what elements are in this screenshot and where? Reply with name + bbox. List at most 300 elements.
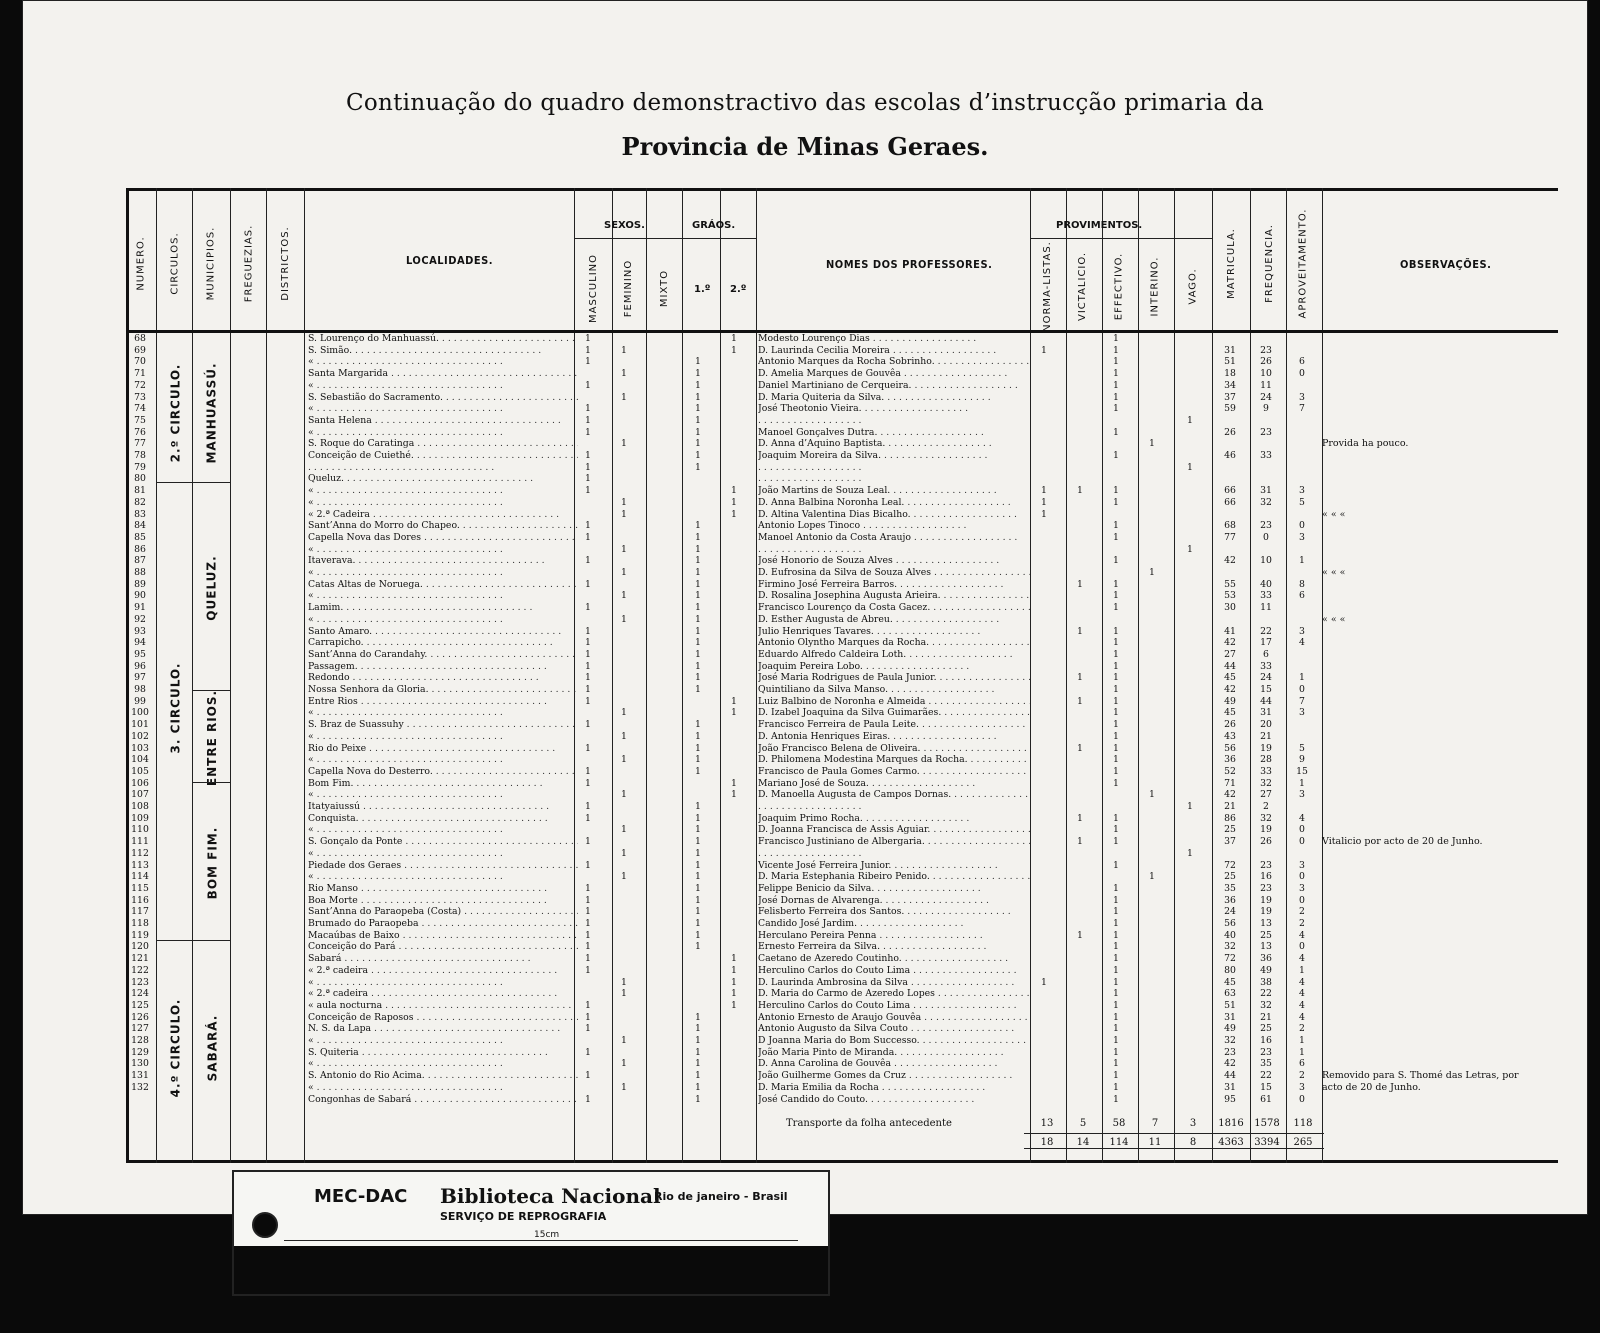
table-row — [126, 427, 1558, 438]
row-professor: Felippe Benicio da Silva. . . . — [758, 883, 1030, 894]
row-number: 121 — [131, 953, 149, 965]
row-localidade: Lamim. . . . — [308, 602, 578, 613]
table-row — [126, 1047, 1558, 1058]
row-number: 101 — [131, 719, 149, 731]
row-mark-ef: 1 — [1113, 1058, 1119, 1070]
row-aproveitamento: 1 — [1299, 1035, 1305, 1046]
row-professor: Francisco Ferreira de Paula Leite. . . . — [758, 719, 1030, 730]
row-number: 94 — [134, 637, 146, 649]
row-matricula: 45 — [1224, 672, 1236, 684]
row-mark-f: 1 — [621, 496, 627, 508]
row-frequencia: 2 — [1263, 801, 1269, 812]
library-label — [232, 1170, 830, 1296]
row-frequencia: 9 — [1263, 403, 1269, 415]
row-number: 86 — [134, 543, 146, 555]
row-matricula: 56 — [1224, 918, 1236, 929]
row-mark-g1: 1 — [695, 613, 701, 625]
row-mark-ef: 1 — [1113, 637, 1119, 649]
table-row — [126, 590, 1558, 601]
row-aproveitamento: 1 — [1299, 964, 1305, 976]
label-city: Rio de janeiro - Brasil — [654, 1190, 788, 1203]
row-matricula: 24 — [1224, 906, 1236, 918]
title-line-1: Continuação do quadro demonstractivo das escolas d’instrucção primaria da — [345, 90, 1264, 116]
row-mark-ef: 1 — [1113, 894, 1119, 906]
row-localidade: Boa Morte . . . — [308, 895, 578, 906]
punch-hole-icon — [252, 1212, 278, 1238]
table-row — [126, 918, 1558, 929]
row-professor: D. Manoella Augusta de Campos Dornas. . . . — [758, 789, 1030, 800]
row-mark-m: 1 — [585, 414, 591, 426]
table-row — [126, 544, 1558, 555]
row-matricula: 26 — [1224, 426, 1236, 438]
row-mark-ef: 1 — [1113, 906, 1119, 918]
row-mark-ef: 1 — [1113, 1035, 1119, 1046]
row-professor: Antonio Augusto da Silva Couto . . . — [758, 1023, 1030, 1034]
header-vago: VAGO. — [1187, 267, 1199, 305]
row-mark-ef: 1 — [1113, 777, 1119, 789]
row-mark-m: 1 — [585, 473, 591, 485]
row-mark-ef: 1 — [1113, 1011, 1119, 1023]
row-frequencia: 22 — [1260, 625, 1272, 637]
row-frequencia: 25 — [1260, 1023, 1272, 1035]
row-aproveitamento: 4 — [1299, 976, 1305, 988]
row-matricula: 26 — [1224, 719, 1236, 731]
row-frequencia: 0 — [1263, 531, 1269, 543]
row-mark-vt: 1 — [1077, 672, 1083, 684]
row-frequencia: 24 — [1260, 672, 1272, 684]
row-mark-m: 1 — [585, 941, 591, 953]
row-professor: D. Maria Emilia da Rocha . . . — [758, 1082, 1030, 1093]
table-row — [126, 567, 1558, 578]
row-number: 81 — [134, 485, 146, 497]
row-localidade: « . . . — [308, 544, 578, 555]
row-number: 110 — [131, 824, 149, 836]
row-mark-ef: 1 — [1113, 555, 1119, 567]
row-mark-f: 1 — [621, 613, 627, 625]
row-mark-ef: 1 — [1113, 333, 1119, 344]
table-row — [126, 485, 1558, 496]
row-number: 99 — [134, 695, 146, 707]
row-matricula: 49 — [1224, 1023, 1236, 1035]
row-mark-g1: 1 — [695, 894, 701, 906]
row-mark-ef: 1 — [1113, 754, 1119, 766]
row-mark-vg: 1 — [1187, 461, 1193, 473]
row-number: 90 — [134, 590, 146, 602]
circulo-3: 3. CIRCULO. — [168, 662, 182, 754]
row-aproveitamento: 1 — [1299, 672, 1305, 684]
row-matricula: 31 — [1224, 1011, 1236, 1023]
row-number: 77 — [134, 438, 146, 450]
header-matricula: MATRICULA. — [1225, 227, 1237, 299]
row-localidade: S. Antonio do Rio Acima. . . . — [308, 1070, 578, 1081]
row-matricula: 95 — [1224, 1093, 1236, 1105]
header-feminino: FEMININO — [623, 259, 635, 317]
row-localidade: Entre Rios . . . — [308, 696, 578, 707]
row-aproveitamento: 2 — [1299, 1023, 1305, 1035]
header-frequencia: FREQUENCIA. — [1263, 223, 1275, 303]
row-mark-g2: 1 — [731, 333, 737, 344]
row-professor: Ernesto Ferreira da Silva. . . . — [758, 941, 1030, 952]
table-row — [126, 766, 1558, 777]
row-localidade: « . . . — [308, 731, 578, 742]
row-frequencia: 10 — [1260, 555, 1272, 567]
row-aproveitamento: 6 — [1299, 1058, 1305, 1070]
row-mark-m: 1 — [585, 1070, 591, 1082]
row-mark-g1: 1 — [695, 929, 701, 941]
row-number: 89 — [134, 578, 146, 590]
row-observacao: acto de 20 de Junho. — [1322, 1081, 1421, 1093]
row-mark-g2: 1 — [731, 344, 737, 356]
row-localidade: Santa Helena . . . — [308, 415, 578, 426]
row-number: 102 — [131, 730, 149, 742]
header-vitalicio: VICTALICIO. — [1077, 251, 1089, 321]
total-matricula: 4363 — [1218, 1137, 1244, 1148]
row-frequencia: 33 — [1260, 590, 1272, 602]
row-professor: D. Anna d’Aquino Baptista. . . . — [758, 438, 1030, 449]
row-matricula: 46 — [1224, 450, 1236, 461]
row-professor: D. Izabel Joaquina da Silva Guimarães. . . . — [758, 707, 1030, 718]
row-localidade: « . . . — [308, 380, 578, 391]
row-mark-m: 1 — [585, 929, 591, 941]
row-number: 122 — [131, 964, 149, 976]
row-aproveitamento: 0 — [1299, 871, 1305, 883]
row-matricula: 42 — [1224, 1058, 1236, 1070]
row-mark-ef: 1 — [1113, 836, 1119, 848]
row-observacao: « « « — [1322, 567, 1346, 578]
row-mark-vt: 1 — [1077, 929, 1083, 941]
total-normalistas: 18 — [1040, 1137, 1054, 1148]
row-mark-g2: 1 — [731, 695, 737, 707]
row-mark-vg: 1 — [1187, 847, 1193, 859]
row-number: 131 — [131, 1070, 149, 1082]
row-matricula: 49 — [1224, 695, 1236, 707]
total-vago: 8 — [1189, 1137, 1197, 1148]
row-matricula: 72 — [1224, 953, 1236, 965]
total-interino: 11 — [1148, 1137, 1162, 1148]
row-professor: Herculano Pereira Penna . . . — [758, 930, 1030, 941]
row-matricula: 63 — [1224, 988, 1236, 1000]
row-matricula: 42 — [1224, 555, 1236, 567]
row-frequencia: 16 — [1260, 1035, 1272, 1046]
row-mark-m: 1 — [585, 684, 591, 695]
row-mark-f: 1 — [621, 754, 627, 766]
row-matricula: 25 — [1224, 871, 1236, 883]
row-matricula: 30 — [1224, 602, 1236, 614]
table-row — [126, 509, 1558, 520]
row-mark-in: 1 — [1149, 567, 1155, 578]
row-frequencia: 13 — [1260, 918, 1272, 929]
row-professor: D. Antonia Henriques Eiras. . . . — [758, 731, 1030, 742]
row-mark-g1: 1 — [695, 847, 701, 859]
row-localidade: Redondo . . . — [308, 672, 578, 683]
row-observacao: Provida ha pouco. — [1322, 438, 1409, 450]
row-mark-m: 1 — [585, 485, 591, 497]
scale-ruler — [284, 1240, 798, 1241]
row-number: 132 — [131, 1081, 149, 1093]
municipio-queluz: QUELUZ. — [205, 555, 219, 621]
row-localidade: Queluz. . . . — [308, 473, 578, 484]
row-localidade: Capella Nova das Dores . . . — [308, 532, 578, 543]
row-observacao: « « « — [1322, 508, 1346, 520]
row-professor: Herculino Carlos do Couto Lima . . . — [758, 1000, 1030, 1011]
row-mark-ef: 1 — [1113, 941, 1119, 953]
row-mark-ef: 1 — [1113, 520, 1119, 532]
table-row — [126, 1000, 1558, 1011]
row-mark-m: 1 — [585, 379, 591, 391]
row-localidade: « . . . — [308, 871, 578, 882]
row-professor: Felisberto Ferreira dos Santos. . . . — [758, 906, 1030, 917]
row-number: 130 — [131, 1058, 149, 1070]
row-localidade: « . . . — [308, 614, 578, 625]
table-row — [126, 906, 1558, 917]
table-row — [126, 661, 1558, 672]
row-mark-m: 1 — [585, 859, 591, 871]
row-professor: D. Maria Quiteria da Silva. . . . — [758, 392, 1030, 403]
row-mark-ef: 1 — [1113, 988, 1119, 1000]
row-matricula: 32 — [1224, 941, 1236, 953]
row-professor: Antonio Lopes Tinoco . . . — [758, 520, 1030, 531]
row-professor: Francisco Justiniano de Albergaria. . . . — [758, 836, 1030, 847]
row-mark-g1: 1 — [695, 1070, 701, 1082]
row-mark-ef: 1 — [1113, 660, 1119, 672]
row-mark-g1: 1 — [695, 426, 701, 438]
row-aproveitamento: 4 — [1299, 953, 1305, 965]
table-row — [126, 1094, 1558, 1105]
row-mark-ef: 1 — [1113, 812, 1119, 824]
row-localidade: Capella Nova do Desterro. . . . — [308, 766, 578, 777]
table-row — [126, 368, 1558, 379]
circulo-2: 2.º CIRCULO. — [168, 363, 183, 463]
row-frequencia: 22 — [1260, 988, 1272, 1000]
row-mark-ef: 1 — [1113, 1070, 1119, 1082]
row-professor: João Maria Pinto de Miranda. . . . — [758, 1047, 1030, 1058]
table-row — [126, 380, 1558, 391]
table-row — [126, 824, 1558, 835]
row-aproveitamento: 15 — [1296, 765, 1308, 777]
row-mark-vt: 1 — [1077, 695, 1083, 707]
row-number: 80 — [134, 473, 146, 485]
row-aproveitamento: 4 — [1299, 637, 1305, 649]
row-number: 71 — [134, 368, 146, 380]
row-matricula: 41 — [1224, 625, 1236, 637]
row-frequencia: 26 — [1260, 836, 1272, 848]
row-mark-g1: 1 — [695, 1023, 701, 1035]
row-mark-m: 1 — [585, 1023, 591, 1035]
table-row — [126, 345, 1558, 356]
row-frequencia: 23 — [1260, 1046, 1272, 1058]
row-number: 73 — [134, 391, 146, 403]
row-mark-ef: 1 — [1113, 707, 1119, 719]
row-localidade: « 2.ª Cadeira . . . — [308, 509, 578, 520]
row-professor: José Candido do Couto. . . . — [758, 1094, 1030, 1105]
row-mark-g1: 1 — [695, 555, 701, 567]
row-aproveitamento: 3 — [1299, 391, 1305, 403]
row-mark-ef: 1 — [1113, 450, 1119, 461]
table-row — [126, 1023, 1558, 1034]
row-mark-ef: 1 — [1113, 531, 1119, 543]
total-aproveitamento: 265 — [1293, 1137, 1313, 1148]
row-mark-ef: 1 — [1113, 953, 1119, 965]
table-row — [126, 473, 1558, 484]
row-frequencia: 19 — [1260, 894, 1272, 906]
row-frequencia: 11 — [1260, 379, 1272, 391]
row-mark-ef: 1 — [1113, 859, 1119, 871]
row-mark-m: 1 — [585, 660, 591, 672]
row-mark-ef: 1 — [1113, 602, 1119, 614]
row-localidade: « 2.ª cadeira . . . — [308, 988, 578, 999]
row-localidade: Brumado do Paraopeba . . . — [308, 918, 578, 929]
row-mark-vg: 1 — [1187, 414, 1193, 426]
row-mark-g1: 1 — [695, 648, 701, 660]
row-mark-f: 1 — [621, 824, 627, 836]
row-aproveitamento: 3 — [1299, 707, 1305, 719]
row-aproveitamento: 0 — [1299, 824, 1305, 836]
row-professor: D. Maria do Carmo de Azeredo Lopes . . . — [758, 988, 1030, 999]
table-header — [126, 188, 1558, 333]
transporte-vitalicio: 5 — [1079, 1118, 1087, 1129]
row-frequencia: 15 — [1260, 1081, 1272, 1093]
header-municipios: MUNICIPIOS. — [205, 226, 217, 300]
row-matricula: 43 — [1224, 730, 1236, 742]
transporte-vago: 3 — [1189, 1118, 1197, 1129]
row-professor: Manoel Gonçalves Dutra. . . . — [758, 427, 1030, 438]
row-mark-ef: 1 — [1113, 590, 1119, 602]
row-localidade: « 2.ª cadeira . . . — [308, 965, 578, 976]
row-professor: Antonio Ernesto de Araujo Gouvêa . . . — [758, 1012, 1030, 1023]
header-aproveitamento: APROVEITAMENTO. — [1297, 208, 1309, 318]
row-aproveitamento: 9 — [1299, 754, 1305, 766]
table-row — [126, 333, 1558, 344]
row-professor: D. Amelia Marques de Gouvêa . . . — [758, 368, 1030, 379]
row-aproveitamento: 1 — [1299, 777, 1305, 789]
row-mark-g1: 1 — [695, 801, 701, 812]
row-mark-g1: 1 — [695, 765, 701, 777]
row-mark-f: 1 — [621, 508, 627, 520]
row-frequencia: 23 — [1260, 520, 1272, 532]
row-frequencia: 28 — [1260, 754, 1272, 766]
row-mark-g1: 1 — [695, 719, 701, 731]
row-mark-f: 1 — [621, 1058, 627, 1070]
row-mark-m: 1 — [585, 812, 591, 824]
row-mark-f: 1 — [621, 789, 627, 801]
row-localidade: « . . . — [308, 590, 578, 601]
header-grau-1: 1.º — [694, 284, 711, 295]
table-row — [126, 860, 1558, 871]
row-mark-ef: 1 — [1113, 765, 1119, 777]
row-mark-g2: 1 — [731, 485, 737, 497]
row-professor: João Francisco Belena de Oliveira. . . . — [758, 743, 1030, 754]
row-aproveitamento: 6 — [1299, 356, 1305, 368]
row-aproveitamento: 2 — [1299, 1070, 1305, 1082]
row-professor — [758, 848, 1030, 859]
row-mark-ef: 1 — [1113, 684, 1119, 695]
row-frequencia: 15 — [1260, 684, 1272, 695]
row-frequencia: 44 — [1260, 695, 1272, 707]
document-sheet — [22, 0, 1588, 1215]
row-mark-g1: 1 — [695, 660, 701, 672]
row-matricula: 80 — [1224, 964, 1236, 976]
row-localidade: « . . . — [308, 567, 578, 578]
row-number: 128 — [131, 1035, 149, 1046]
row-number: 127 — [131, 1023, 149, 1035]
row-number: 91 — [134, 602, 146, 614]
row-mark-g2: 1 — [731, 999, 737, 1011]
row-localidade: Piedade dos Geraes . . . — [308, 860, 578, 871]
row-localidade: Macaúbas de Baixo . . . — [308, 930, 578, 941]
row-localidade: « . . . — [308, 1058, 578, 1069]
row-professor: D. Esther Augusta de Abreu. . . . — [758, 614, 1030, 625]
row-mark-g1: 1 — [695, 543, 701, 555]
row-aproveitamento: 5 — [1299, 742, 1305, 754]
row-mark-g1: 1 — [695, 742, 701, 754]
row-mark-g1: 1 — [695, 754, 701, 766]
row-matricula: 66 — [1224, 496, 1236, 508]
row-professor: D. Eufrosina da Silva de Souza Alves . . . — [758, 567, 1030, 578]
row-matricula: 66 — [1224, 485, 1236, 497]
row-number: 109 — [131, 812, 149, 824]
row-mark-m: 1 — [585, 999, 591, 1011]
row-number: 120 — [131, 941, 149, 953]
row-matricula: 71 — [1224, 777, 1236, 789]
row-number: 79 — [134, 461, 146, 473]
row-localidade: Carrapicho. . . . — [308, 637, 578, 648]
row-matricula: 86 — [1224, 812, 1236, 824]
row-frequencia: 25 — [1260, 929, 1272, 941]
row-mark-g1: 1 — [695, 730, 701, 742]
row-professor: D. Rosalina Josephina Augusta Arieira. . . . — [758, 590, 1030, 601]
row-localidade: « . . . — [308, 1082, 578, 1093]
table-row — [126, 1012, 1558, 1023]
row-professor: José Theotonio Vieira. . . . — [758, 403, 1030, 414]
table-row — [126, 801, 1558, 812]
table-row — [126, 450, 1558, 461]
row-aproveitamento: 0 — [1299, 1093, 1305, 1105]
table-row — [126, 637, 1558, 648]
row-frequencia: 49 — [1260, 964, 1272, 976]
row-localidade: « . . . — [308, 977, 578, 988]
row-professor: José Dornas de Alvarenga. . . . — [758, 895, 1030, 906]
row-professor: Quintiliano da Silva Manso. . . . — [758, 684, 1030, 695]
row-mark-ef: 1 — [1113, 999, 1119, 1011]
row-number: 118 — [131, 918, 149, 929]
transporte-label: Transporte da folha antecedente — [786, 1118, 952, 1129]
header-observacoes: OBSERVAÇÕES. — [1400, 258, 1492, 271]
row-matricula: 44 — [1224, 660, 1236, 672]
row-aproveitamento: 8 — [1299, 578, 1305, 590]
row-mark-g1: 1 — [695, 438, 701, 450]
row-matricula: 31 — [1224, 1081, 1236, 1093]
row-professor: Francisco de Paula Gomes Carmo. . . . — [758, 766, 1030, 777]
row-mark-m: 1 — [585, 344, 591, 356]
table-row — [126, 731, 1558, 742]
schools-table — [126, 188, 1558, 1163]
row-number: 68 — [134, 333, 146, 344]
row-professor — [758, 462, 1030, 473]
row-mark-f: 1 — [621, 590, 627, 602]
row-mark-f: 1 — [621, 847, 627, 859]
title-line-2: Provincia de Minas Geraes. — [621, 132, 989, 161]
row-mark-ef: 1 — [1113, 1081, 1119, 1093]
row-mark-g1: 1 — [695, 379, 701, 391]
row-mark-g1: 1 — [695, 391, 701, 403]
row-mark-g1: 1 — [695, 602, 701, 614]
row-matricula: 32 — [1224, 1035, 1236, 1046]
row-mark-m: 1 — [585, 672, 591, 684]
header-provimentos: PROVIMENTOS. — [1056, 220, 1143, 231]
row-professor: D. Anna Balbina Noronha Leal. . . . — [758, 497, 1030, 508]
row-mark-g2: 1 — [731, 707, 737, 719]
row-mark-ef: 1 — [1113, 672, 1119, 684]
